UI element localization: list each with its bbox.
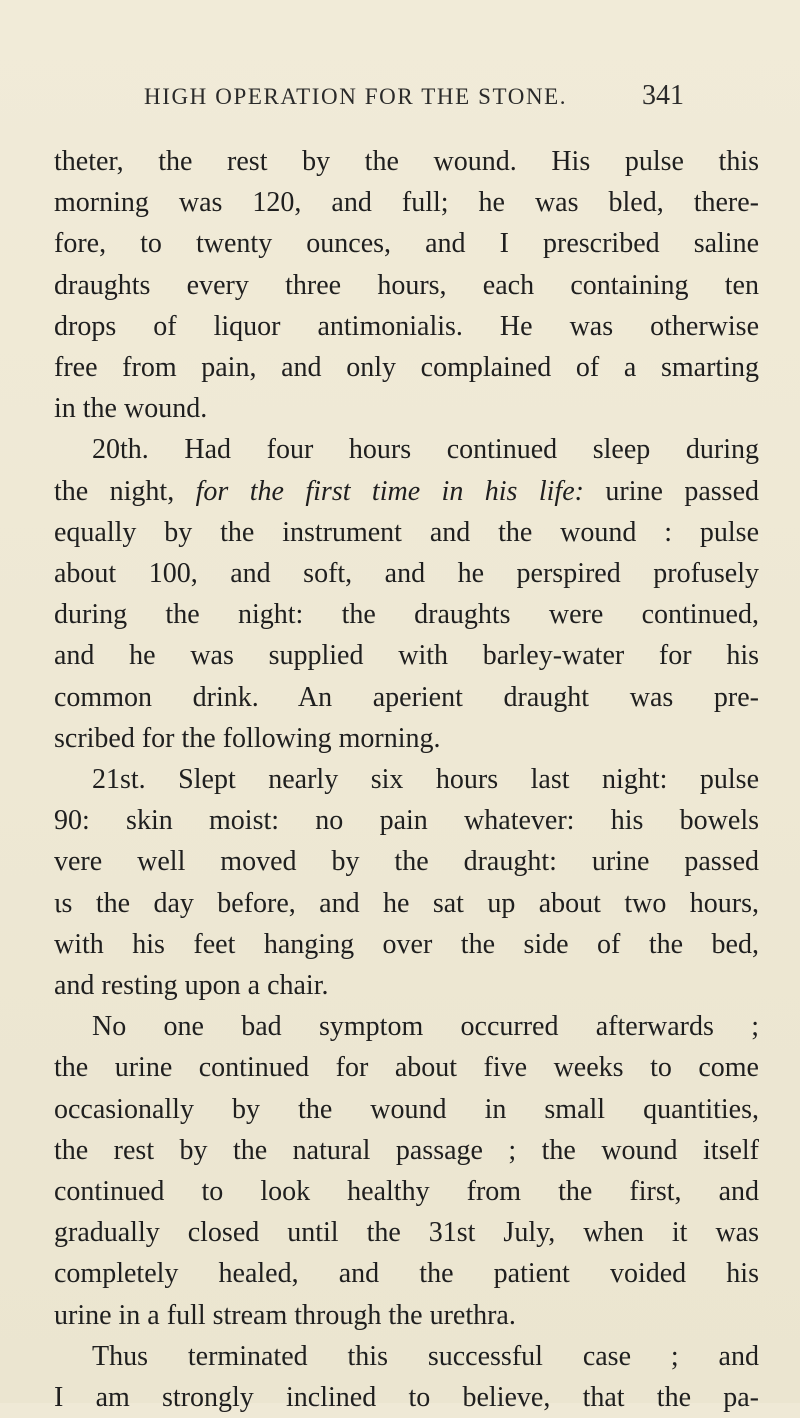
text-line: ιs the day before, and he sat up about two hours, xyxy=(54,887,759,919)
text-line: 21st. Slept nearly six hours last night: pulse xyxy=(92,764,759,796)
text-line: urine in a full stream through the urethra. xyxy=(54,1299,516,1331)
text-line: in the wound. xyxy=(54,393,208,425)
text-line: continued to look healthy from the first, and xyxy=(54,1176,759,1208)
page-number: 341 xyxy=(642,80,684,111)
text-line: No one bad symptom occurred afterwards ; xyxy=(92,1011,759,1043)
running-head xyxy=(144,80,684,112)
text-line: theter, the rest by the wound. His pulse this xyxy=(54,146,759,177)
text-line: fore, to twenty ounces, and I prescribed saline xyxy=(54,228,759,260)
italic-phrase: for the first time in his life: xyxy=(195,475,584,507)
text-line: gradually closed until the 31st July, when it was xyxy=(54,1217,759,1249)
text-line: Thus terminated this successful case ; and xyxy=(92,1340,759,1372)
text-line: drops of liquor antimonialis. He was otherwise xyxy=(54,310,759,342)
text-line: occasionally by the wound in small quantities, xyxy=(54,1093,759,1125)
text-line: completely healed, and the patient voided his xyxy=(54,1258,759,1290)
text-segment: the night, xyxy=(54,475,196,507)
text-line: vere well moved by the draught: urine passed xyxy=(54,846,759,878)
text-line: I am strongly inclined to believe, that the pa- xyxy=(54,1382,759,1414)
text-line: draughts every three hours, each containing ten xyxy=(54,269,759,301)
text-line: scribed for the following morning. xyxy=(54,722,441,754)
running-title: HIGH OPERATION FOR THE STONE. xyxy=(144,84,568,109)
body-text xyxy=(54,141,759,1418)
text-line: 90: skin moist: no pain whatever: his bowels xyxy=(54,805,759,837)
text-line: with his feet hanging over the side of the bed, xyxy=(54,928,759,960)
text-line: during the night: the draughts were continued, xyxy=(54,599,759,631)
text-line: and he was supplied with barley-water for his xyxy=(54,640,759,672)
text-line-mixed xyxy=(54,471,759,512)
text-line: free from pain, and only complained of a smarting xyxy=(54,352,759,384)
text-line: 20th. Had four hours continued sleep during xyxy=(92,434,759,466)
text-line: the rest by the natural passage ; the wound itself xyxy=(54,1134,759,1166)
text-line: common drink. An aperient draught was pre- xyxy=(54,681,759,713)
text-line: equally by the instrument and the wound : pulse xyxy=(54,516,759,548)
text-line: the urine continued for about five weeks to come xyxy=(54,1052,759,1084)
text-line: morning was 120, and full; he was bled, there- xyxy=(54,187,759,219)
text-line: and resting upon a chair. xyxy=(54,970,329,1002)
text-line: about 100, and soft, and he perspired profusely xyxy=(54,558,759,590)
text-segment: urine passed xyxy=(583,475,760,507)
